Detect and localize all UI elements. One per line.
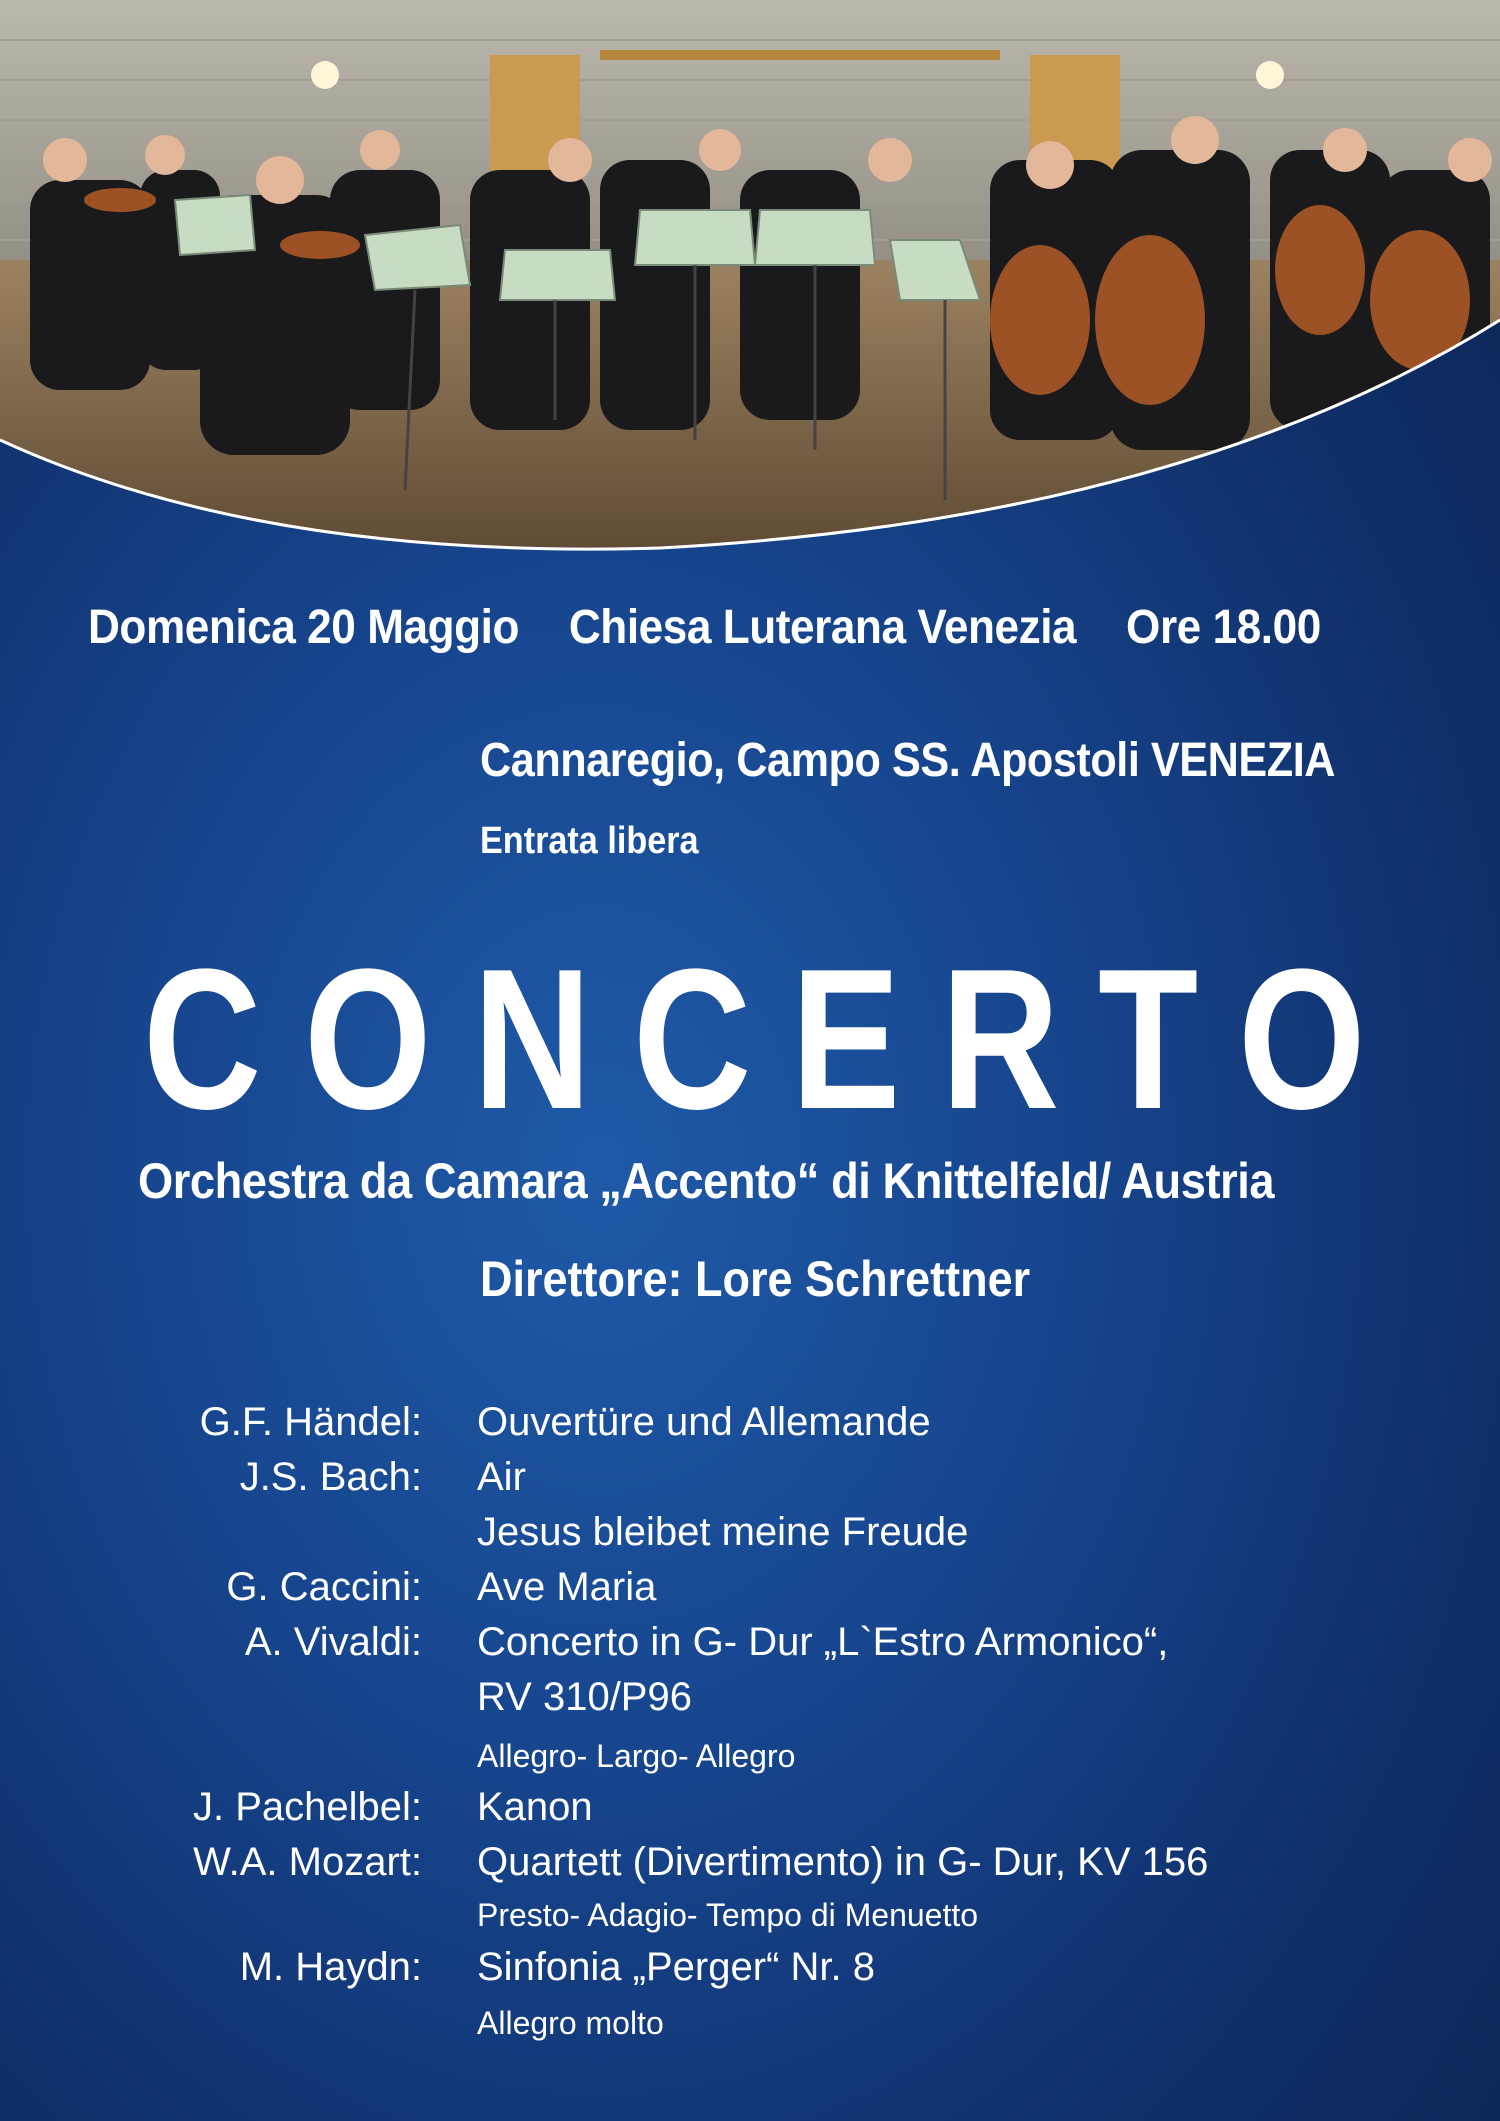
title-letter: O <box>1238 928 1366 1151</box>
entry-note: Entrata libera <box>480 820 699 862</box>
title-letter: T <box>1098 928 1199 1151</box>
composer: G. Caccini: <box>226 1565 422 1609</box>
composer: W.A. Mozart: <box>193 1840 422 1884</box>
movement-list: Presto- Adagio- Tempo di Menuetto <box>477 1897 979 1933</box>
title-letter: N <box>473 928 592 1151</box>
composer: J.S. Bach: <box>239 1455 422 1499</box>
title-letter: C <box>142 928 262 1151</box>
composer: G.F. Händel: <box>199 1400 422 1444</box>
event-info-line <box>88 600 1321 655</box>
work-title: Concerto in G- Dur „L`Estro Armonico“, <box>477 1620 1169 1664</box>
title-letter: R <box>940 928 1060 1151</box>
movement-list: Allegro molto <box>477 2005 664 2041</box>
work-title: Air <box>477 1455 526 1499</box>
work-title: Jesus bleibet meine Freude <box>477 1510 969 1554</box>
event-date: Domenica 20 Maggio <box>88 601 519 654</box>
work-title: RV 310/P96 <box>477 1675 692 1719</box>
title-letter: E <box>791 928 901 1151</box>
event-time: Ore 18.00 <box>1126 601 1321 654</box>
work-title: Sinfonia „Perger“ Nr. 8 <box>477 1945 875 1989</box>
work-title: Ouvertüre und Allemande <box>477 1400 931 1444</box>
composer: J. Pachelbel: <box>192 1785 422 1829</box>
composer: M. Haydn: <box>239 1945 422 1989</box>
event-venue: Chiesa Luterana Venezia <box>568 601 1077 654</box>
work-title: Quartett (Divertimento) in G- Dur, KV 156 <box>477 1840 1209 1884</box>
work-title: Kanon <box>477 1785 593 1829</box>
event-address: Cannaregio, Campo SS. Apostoli VENEZIA <box>480 734 1335 787</box>
director-name: Direttore: Lore Schrettner <box>480 1251 1031 1307</box>
orchestra-photo <box>0 0 1500 560</box>
work-title: Ave Maria <box>477 1565 657 1609</box>
title-letter: C <box>632 928 752 1151</box>
movement-list: Allegro- Largo- Allegro <box>477 1738 796 1774</box>
orchestra-name: Orchestra da Camara „Accento“ di Knittelfeld/ Austria <box>138 1153 1275 1209</box>
concert-title <box>130 928 1380 1151</box>
composer: A. Vivaldi: <box>244 1620 422 1664</box>
title-letter: O <box>303 928 432 1151</box>
